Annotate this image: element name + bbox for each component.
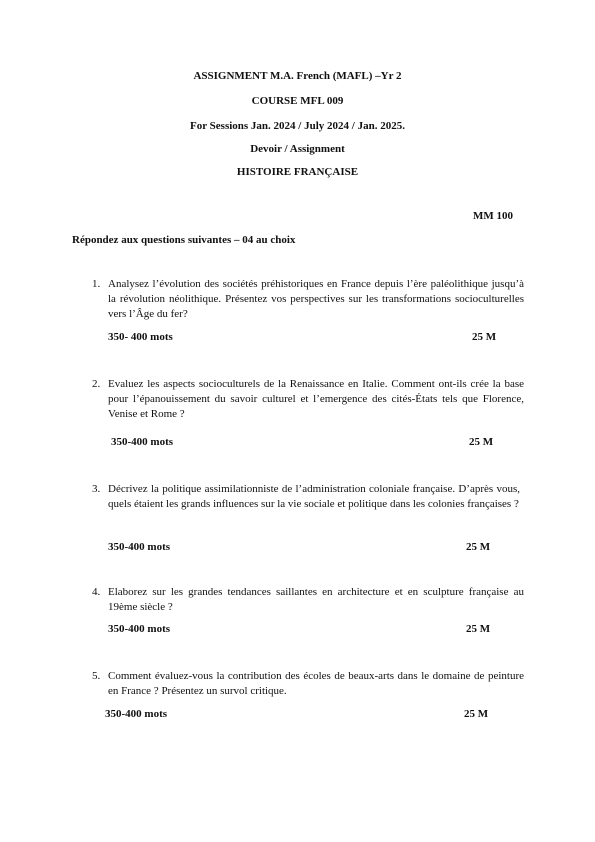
question-marks: 25 M <box>469 436 494 448</box>
question-4 <box>92 585 524 615</box>
course-code: COURSE MFL 009 <box>251 95 344 107</box>
sessions-line: For Sessions Jan. 2024 / July 2024 / Jan. 2025. <box>190 120 405 132</box>
word-limit: 350-400 mots <box>105 708 168 720</box>
word-limit: 350-400 mots <box>111 436 174 448</box>
subject-title: HISTOIRE FRANÇAISE <box>236 166 359 178</box>
word-limit: 350-400 mots <box>108 541 171 553</box>
devoir-assignment-label: Devoir / Assignment <box>250 143 345 155</box>
question-marks: 25 M <box>466 623 491 635</box>
question-marks: 25 M <box>472 331 497 343</box>
question-text: Décrivez la politique assimilationniste de l’administration coloniale française. D’après vous, quels étaient les grands influences sur la vie sociale et politique dans les colonies françaises ? <box>108 483 520 510</box>
question-number: 2. <box>92 378 101 390</box>
question-number: 4. <box>92 586 101 598</box>
question-number: 1. <box>92 278 101 290</box>
question-marks: 25 M <box>466 541 491 553</box>
word-limit: 350- 400 mots <box>108 331 173 343</box>
instructions: Répondez aux questions suivantes – 04 au choix <box>72 234 296 246</box>
question-1 <box>92 277 524 322</box>
question-number: 3. <box>92 483 101 495</box>
question-2 <box>92 377 524 422</box>
question-3 <box>92 482 524 512</box>
max-marks: MM 100 <box>473 210 514 222</box>
question-text: Comment évaluez-vous la contribution des écoles de beaux-arts dans le domaine de peinture en France ? Présentez un survol critique. <box>108 670 524 697</box>
question-marks: 25 M <box>464 708 489 720</box>
question-5 <box>92 669 524 699</box>
question-number: 5. <box>92 670 101 682</box>
assignment-title: ASSIGNMENT M.A. French (MAFL) –Yr 2 <box>193 70 402 82</box>
question-text: Analysez l’évolution des sociétés préhistoriques en France depuis l’ère paléolithique jusqu’à la révolution néolithique. Présentez vos perspectives sur les transformations socioculturelles vers l’Âge du fer? <box>108 278 524 320</box>
question-text: Elaborez sur les grandes tendances saillantes en architecture et en sculpture française au 19ème siècle ? <box>108 586 524 613</box>
question-text: Evaluez les aspects socioculturels de la Renaissance en Italie. Comment ont-ils crée la base pour l’épanouissement du savoir culturel et l’emergence des cités-États tels que Florence, Venise et Rome ? <box>108 378 524 420</box>
word-limit: 350-400 mots <box>108 623 171 635</box>
